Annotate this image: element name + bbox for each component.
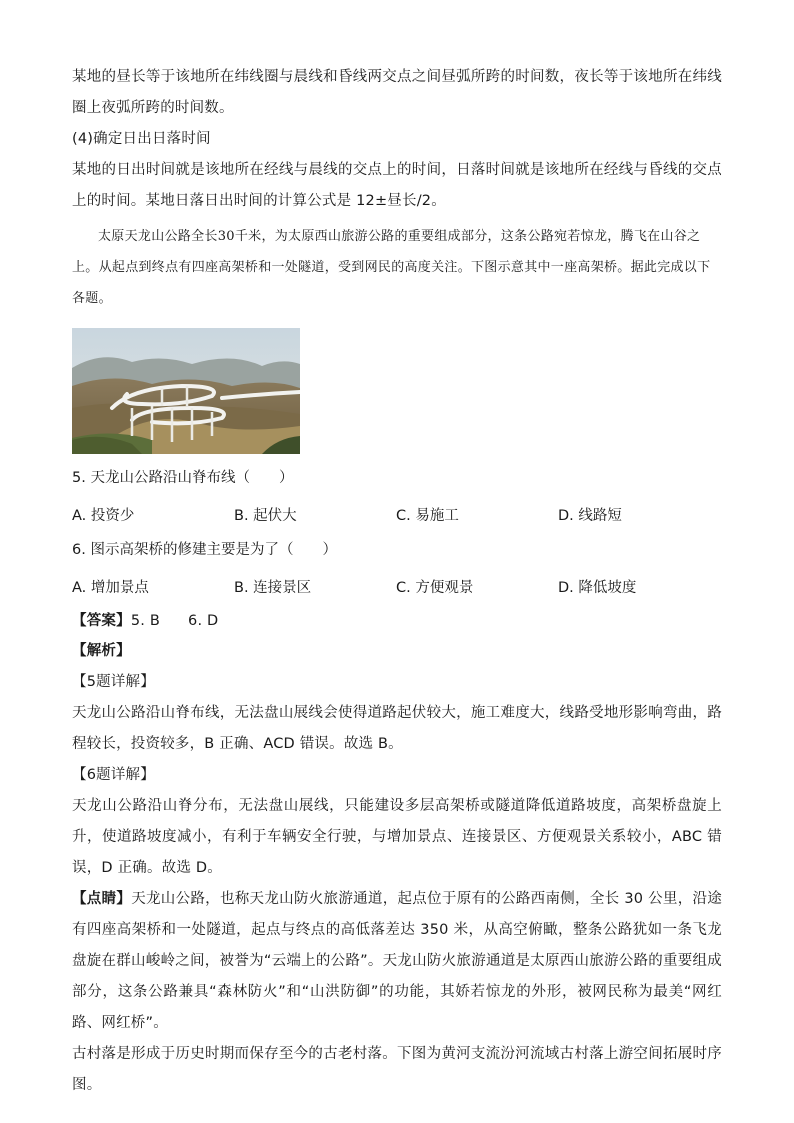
q5-option-b: B. 起伏大 xyxy=(234,507,297,524)
q6-option-c: C. 方便观景 xyxy=(396,579,474,596)
q5-option-a: A. 投资少 xyxy=(72,507,135,524)
question-5-stem: 5. 天龙山公路沿山脊布线（ ） xyxy=(72,470,294,486)
question-5-options xyxy=(72,494,722,534)
question-6-options xyxy=(72,566,722,606)
viaduct-photo xyxy=(72,328,300,454)
comment-text: 天龙山公路，也称天龙山防火旅游通道，起点位于原有的公路西南侧，全长 30 公里，沿途有四座高架桥和一处隧道，起点与终点的高低落差达 350 米，从高空俯瞰，整条公路犹如一条飞龙盘旋在群山峻岭之间，被誉为“云端上的公路”。天龙山防火旅游通道是太原西山旅游公路的重要组成部分，这条公路兼具“森林防火”和“山洪防御”的功能，其娇若惊龙的外形，被网民称为最美“网红路、网红桥”。 xyxy=(72,891,722,1031)
detail-6-heading: 【6题详解】 xyxy=(72,767,155,783)
heading-sunrise-sunset: (4)确定日出日落时间 xyxy=(72,131,211,147)
analysis-heading: 【解析】 xyxy=(72,643,131,659)
answer-6: 6. D xyxy=(188,613,219,629)
answer-line xyxy=(72,606,722,636)
q5-option-d: D. 线路短 xyxy=(558,507,622,524)
comment-tag: 【点睛】 xyxy=(72,891,132,907)
document-page xyxy=(72,62,722,1101)
q5-option-c: C. 易施工 xyxy=(396,507,459,524)
q6-option-a: A. 增加景点 xyxy=(72,579,149,596)
q6-option-d: D. 降低坡度 xyxy=(558,579,637,596)
detail-5-text: 天龙山公路沿山脊布线，无法盘山展线会使得道路起伏较大，施工难度大，线路受地形影响弯曲，路程较长，投资较多，B 正确、ACD 错误。故选 B。 xyxy=(72,705,722,752)
question-6-stem: 6. 图示高架桥的修建主要是为了（ ） xyxy=(72,542,337,558)
q6-option-b: B. 连接景区 xyxy=(234,579,312,596)
material-text: 太原天龙山公路全长30千米，为太原西山旅游公路的重要组成部分，这条公路宛若惊龙，腾飞在山谷之上。从起点到终点有四座高架桥和一处隧道，受到网民的高度关注。下图示意其中一座高架桥。据此完成以下各题。 xyxy=(72,229,711,306)
answer-5: 5. B xyxy=(130,613,161,629)
paragraph-sunrise-time: 某地的日出时间就是该地所在经线与晨线的交点上的时间，日落时间就是该地所在经线与昏线的交点上的时间。某地日落日出时间的计算公式是 12±昼长/2。 xyxy=(72,162,722,209)
paragraph-day-length: 某地的昼长等于该地所在纬线圈与晨线和昏线两交点之间昼弧所跨的时间数，夜长等于该地所在纬线圈上夜弧所跨的时间数。 xyxy=(72,69,722,116)
final-paragraph: 古村落是形成于历史时期而保存至今的古老村落。下图为黄河支流汾河流域古村落上游空间拓展时序图。 xyxy=(72,1046,722,1093)
comment-paragraph xyxy=(72,884,722,1039)
answer-tag: 【答案】 xyxy=(72,613,131,629)
detail-5-heading: 【5题详解】 xyxy=(72,674,155,690)
detail-6-text: 天龙山公路沿山脊分布，无法盘山展线，只能建设多层高架桥或隧道降低道路坡度，高架桥盘旋上升，使道路坡度减小，有利于车辆安全行驶，与增加景点、连接景区、方便观景关系较小，ABC 错误，D 正确。故选 D。 xyxy=(72,798,722,876)
